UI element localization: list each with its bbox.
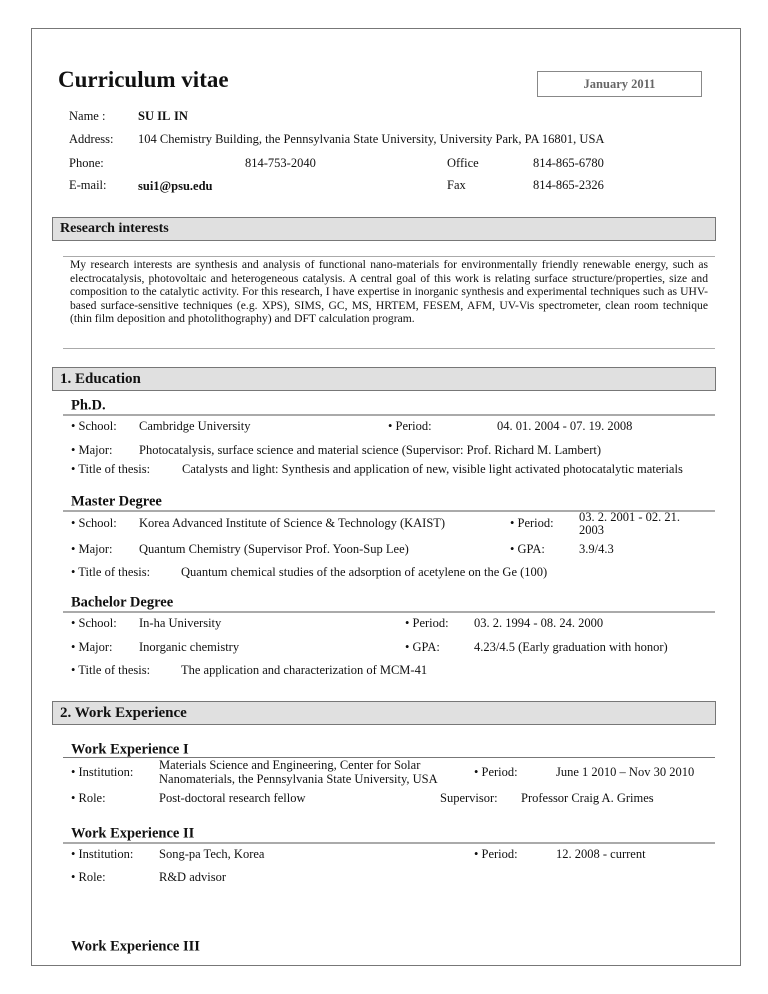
work1-supervisor: Professor Craig A. Grimes	[521, 791, 654, 805]
master-school-label: • School:	[71, 516, 117, 530]
research-heading: Research interests	[52, 217, 716, 241]
master-title: Master Degree	[71, 493, 162, 510]
phd-major: Photocatalysis, surface science and material science (Supervisor: Prof. Richard M. Lambert)	[139, 443, 601, 457]
divider	[63, 348, 715, 349]
master-major: Quantum Chemistry (Supervisor Prof. Yoon-Sup Lee)	[139, 542, 409, 556]
phone-value: 814-753-2040	[245, 156, 316, 170]
divider	[63, 414, 715, 416]
education-heading: 1. Education	[52, 367, 716, 391]
email-link[interactable]: sui1@psu.edu	[138, 179, 213, 193]
work1-title: Work Experience I	[71, 741, 189, 758]
phd-period-label: • Period:	[388, 419, 432, 433]
phone-label: Phone:	[69, 156, 104, 170]
name-first: SU IL	[138, 109, 171, 123]
work1-inst-label: • Institution:	[71, 765, 134, 779]
divider	[63, 256, 715, 257]
work1-supervisor-label: Supervisor:	[440, 791, 498, 805]
phd-school-label: • School:	[71, 419, 117, 433]
phd-period: 04. 01. 2004 - 07. 19. 2008	[497, 419, 633, 433]
bachelor-gpa-label: • GPA:	[405, 640, 440, 654]
email-label: E-mail:	[69, 178, 107, 192]
phd-major-label: • Major:	[71, 443, 113, 457]
bachelor-thesis-label: • Title of thesis:	[71, 663, 151, 677]
bachelor-major: Inorganic chemistry	[139, 640, 240, 654]
name-last: IN	[174, 109, 188, 123]
phd-thesis: Catalysts and light: Synthesis and application of new, visible light activated photocatalytic materials	[182, 462, 683, 476]
name-label: Name :	[69, 109, 106, 123]
fax-value: 814-865-2326	[533, 178, 604, 192]
bachelor-major-label: • Major:	[71, 640, 113, 654]
work1-inst-line2: Nanomaterials, the Pennsylvania State University, USA	[159, 772, 438, 786]
master-thesis-label: • Title of thesis:	[71, 565, 151, 579]
work2-inst: Song-pa Tech, Korea	[159, 847, 265, 861]
divider	[63, 842, 715, 844]
work2-role-label: • Role:	[71, 870, 106, 884]
address-value: 104 Chemistry Building, the Pennsylvania State University, University Park, PA 16801, USA	[138, 132, 605, 146]
bachelor-gpa: 4.23/4.5 (Early graduation with honor)	[474, 640, 668, 654]
master-period-label: • Period:	[510, 516, 554, 530]
work1-period-label: • Period:	[474, 765, 518, 779]
work2-role: R&D advisor	[159, 870, 227, 884]
office-label: Office	[447, 156, 479, 170]
master-period-line2: 2003	[579, 523, 604, 537]
bachelor-thesis: The application and characterization of MCM-41	[181, 663, 428, 677]
bachelor-period-label: • Period:	[405, 616, 449, 630]
master-period-line1: 03. 2. 2001 - 02. 21.	[579, 510, 681, 524]
work2-period-label: • Period:	[474, 847, 518, 861]
master-school: Korea Advanced Institute of Science & Technology (KAIST)	[139, 516, 446, 530]
address-label: Address:	[69, 132, 114, 146]
bachelor-school-label: • School:	[71, 616, 117, 630]
master-gpa: 3.9/4.3	[579, 542, 614, 556]
master-thesis: Quantum chemical studies of the adsorption of acetylene on the Ge (100)	[181, 565, 548, 579]
date-box: January 2011	[537, 71, 702, 97]
work1-role-label: • Role:	[71, 791, 106, 805]
work1-period: June 1 2010 – Nov 30 2010	[556, 765, 695, 779]
work2-title: Work Experience II	[71, 825, 195, 842]
fax-label: Fax	[447, 178, 466, 192]
work-heading: 2. Work Experience	[52, 701, 716, 725]
bachelor-period: 03. 2. 1994 - 08. 24. 2000	[474, 616, 604, 630]
master-gpa-label: • GPA:	[510, 542, 545, 556]
phd-thesis-label: • Title of thesis:	[71, 462, 151, 476]
office-value: 814-865-6780	[533, 156, 604, 170]
phd-title: Ph.D.	[71, 397, 106, 414]
work1-inst-line1: Materials Science and Engineering, Center for Solar	[159, 758, 421, 772]
bachelor-title: Bachelor Degree	[71, 594, 174, 611]
bachelor-school: In-ha University	[139, 616, 222, 630]
work2-inst-label: • Institution:	[71, 847, 134, 861]
master-major-label: • Major:	[71, 542, 113, 556]
work3-title: Work Experience III	[71, 938, 200, 955]
work1-role: Post-doctoral research fellow	[159, 791, 306, 805]
divider	[63, 611, 715, 613]
page-title: Curriculum vitae	[58, 67, 229, 92]
work2-period: 12. 2008 - current	[556, 847, 646, 861]
research-text: My research interests are synthesis and analysis of functional nano-materials for environmentally friendly renewable energy, such as electrocatalysis, photovoltaic and heterogeneous catalysis. A central goal of this work is relating surface structure/properties, size and composition to the catalytic activity. For this research, I have expertise in inorganic synthesis and experimental techniques such as UHV-based surface-sensitive techniques (e.g. XPS), SIMS, GC, MS, HRTEM, FESEM, AFM, UV-Vis spectrometer, clean room technique (thin film deposition and photolithography) and DFT calculation program.	[70, 258, 708, 326]
phd-school: Cambridge University	[139, 419, 251, 433]
